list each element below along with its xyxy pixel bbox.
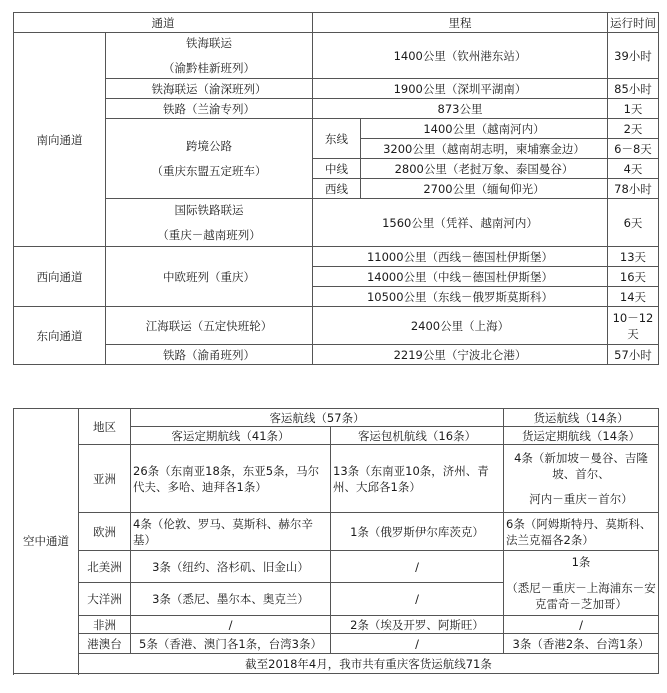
region-cell: 亚洲 xyxy=(79,445,131,513)
header-cargo-scheduled: 货运定期航线（14条） xyxy=(504,427,659,445)
header-passenger: 客运航线（57条） xyxy=(131,409,504,427)
route-name-line: 跨境公路 xyxy=(186,138,232,153)
region-cell: 大洋洲 xyxy=(79,583,131,616)
time-cell xyxy=(608,307,659,345)
mileage-cell: 1400公里（越南河内） xyxy=(361,119,608,139)
line-label-west: 西线 xyxy=(313,179,361,199)
table-header-row xyxy=(14,13,659,33)
route-name-line: 国际铁路联运 xyxy=(174,202,244,217)
route-name: 铁路（兰渝专列） xyxy=(106,99,313,119)
time-cell: 6－8天 xyxy=(608,139,659,159)
region-cell: 非洲 xyxy=(79,616,131,634)
time-cell: 78小时 xyxy=(608,179,659,199)
scheduled-cell: 4条（伦敦、罗马、莫斯科、赫尔辛基） xyxy=(131,513,331,551)
time-cell: 4天 xyxy=(608,159,659,179)
table-row xyxy=(14,119,659,139)
header-charter: 客运包机航线（16条） xyxy=(331,427,504,445)
line-label-east: 东线 xyxy=(313,119,361,159)
mileage-cell: 1400公里（钦州港东站） xyxy=(313,33,608,79)
table-row xyxy=(14,33,659,79)
scheduled-cell: 5条（香港、澳门各1条，台湾3条） xyxy=(131,634,331,654)
table-row xyxy=(14,513,659,551)
table-row xyxy=(14,345,659,365)
route-name: 铁路（渝甬班列） xyxy=(106,345,313,365)
time-line: 10－12 xyxy=(612,310,654,325)
air-channel-label: 空中通道 xyxy=(14,409,79,674)
route-name-line: （重庆－越南班列） xyxy=(157,228,261,243)
table-row xyxy=(14,445,659,513)
air-channels-table xyxy=(13,408,659,674)
cargo-line: 1条 xyxy=(571,555,591,570)
mileage-cell: 1900公里（深圳平湖南） xyxy=(313,79,608,99)
land-channels-table xyxy=(13,12,659,365)
charter-cell: / xyxy=(331,551,504,583)
header-channel: 通道 xyxy=(14,13,313,33)
cargo-cell xyxy=(504,551,659,616)
time-cell: 14天 xyxy=(608,287,659,307)
table-row xyxy=(14,616,659,634)
mileage-cell: 14000公里（中线－德国杜伊斯堡） xyxy=(313,267,608,287)
mileage-cell: 10500公里（东线－俄罗斯莫斯科） xyxy=(313,287,608,307)
route-name-line: （重庆东盟五定班车） xyxy=(151,164,267,179)
charter-cell: 1条（俄罗斯伊尔库茨克） xyxy=(331,513,504,551)
header-cargo: 货运航线（14条） xyxy=(504,409,659,427)
west-channel-label: 西向通道 xyxy=(14,247,106,307)
route-name xyxy=(106,199,313,247)
header-region: 地区 xyxy=(79,409,131,445)
region-cell: 港澳台 xyxy=(79,634,131,654)
table-row xyxy=(14,551,659,583)
header-runtime: 运行时间 xyxy=(608,13,659,33)
route-name: 江海联运（五定快班轮） xyxy=(106,307,313,345)
time-cell: 2天 xyxy=(608,119,659,139)
time-cell: 39小时 xyxy=(608,33,659,79)
line-label-middle: 中线 xyxy=(313,159,361,179)
scheduled-cell: 3条（悉尼、墨尔本、奥克兰） xyxy=(131,583,331,616)
time-cell: 57小时 xyxy=(608,345,659,365)
mileage-cell: 1560公里（凭祥、越南河内） xyxy=(313,199,608,247)
cargo-line: 河内－重庆－首尔） xyxy=(529,492,633,507)
mileage-cell: 11000公里（西线－德国杜伊斯堡） xyxy=(313,247,608,267)
east-channel-label: 东向通道 xyxy=(14,307,106,365)
table-row xyxy=(14,99,659,119)
time-cell: 85小时 xyxy=(608,79,659,99)
south-channel-label: 南向通道 xyxy=(14,33,106,247)
route-name-line: 铁海联运 xyxy=(186,35,232,50)
cargo-cell: 3条（香港2条、台湾1条） xyxy=(504,634,659,654)
footer-note: 截至2018年4月，我市共有重庆客货运航线71条 xyxy=(79,654,659,674)
mileage-cell: 2400公里（上海） xyxy=(313,307,608,345)
time-cell: 13天 xyxy=(608,247,659,267)
cargo-line: （悉尼－重庆－上海浦东－安克雷奇－芝加哥） xyxy=(506,580,656,611)
time-cell: 16天 xyxy=(608,267,659,287)
charter-cell: 13条（东南亚10条，济州、青州、大邱各1条） xyxy=(331,445,504,513)
time-line: 天 xyxy=(627,326,639,341)
mileage-cell: 2700公里（缅甸仰光） xyxy=(361,179,608,199)
table-row xyxy=(14,307,659,345)
scheduled-cell: 26条（东南亚18条，东亚5条，马尔代夫、多哈、迪拜各1条） xyxy=(131,445,331,513)
region-cell: 欧洲 xyxy=(79,513,131,551)
mileage-cell: 873公里 xyxy=(313,99,608,119)
time-cell: 6天 xyxy=(608,199,659,247)
mileage-cell: 2800公里（老挝万象、泰国曼谷） xyxy=(361,159,608,179)
scheduled-cell: / xyxy=(131,616,331,634)
table-row xyxy=(14,634,659,654)
cargo-cell xyxy=(504,445,659,513)
route-name-line: （渝黔桂新班列） xyxy=(163,61,255,76)
mileage-cell: 3200公里（越南胡志明，柬埔寨金边） xyxy=(361,139,608,159)
scheduled-cell: 3条（纽约、洛杉矶、旧金山） xyxy=(131,551,331,583)
table-header-row xyxy=(14,409,659,427)
charter-cell: / xyxy=(331,583,504,616)
table-row xyxy=(14,199,659,247)
table-row xyxy=(14,79,659,99)
time-cell: 1天 xyxy=(608,99,659,119)
charter-cell: / xyxy=(331,634,504,654)
route-name: 铁海联运（渝深班列） xyxy=(106,79,313,99)
cargo-line: 4条（新加坡－曼谷、吉隆坡、首尔、 xyxy=(514,450,648,481)
mileage-cell: 2219公里（宁波北仑港） xyxy=(313,345,608,365)
table-row xyxy=(14,247,659,267)
header-mileage: 里程 xyxy=(313,13,608,33)
charter-cell: 2条（埃及开罗、阿斯旺） xyxy=(331,616,504,634)
route-name: 中欧班列（重庆） xyxy=(106,247,313,307)
route-name xyxy=(106,33,313,79)
route-name xyxy=(106,119,313,199)
header-scheduled: 客运定期航线（41条） xyxy=(131,427,331,445)
region-cell: 北美洲 xyxy=(79,551,131,583)
cargo-cell: / xyxy=(504,616,659,634)
table-footer-row xyxy=(14,654,659,674)
cargo-cell: 6条（阿姆斯特丹、莫斯科、法兰克福各2条） xyxy=(504,513,659,551)
